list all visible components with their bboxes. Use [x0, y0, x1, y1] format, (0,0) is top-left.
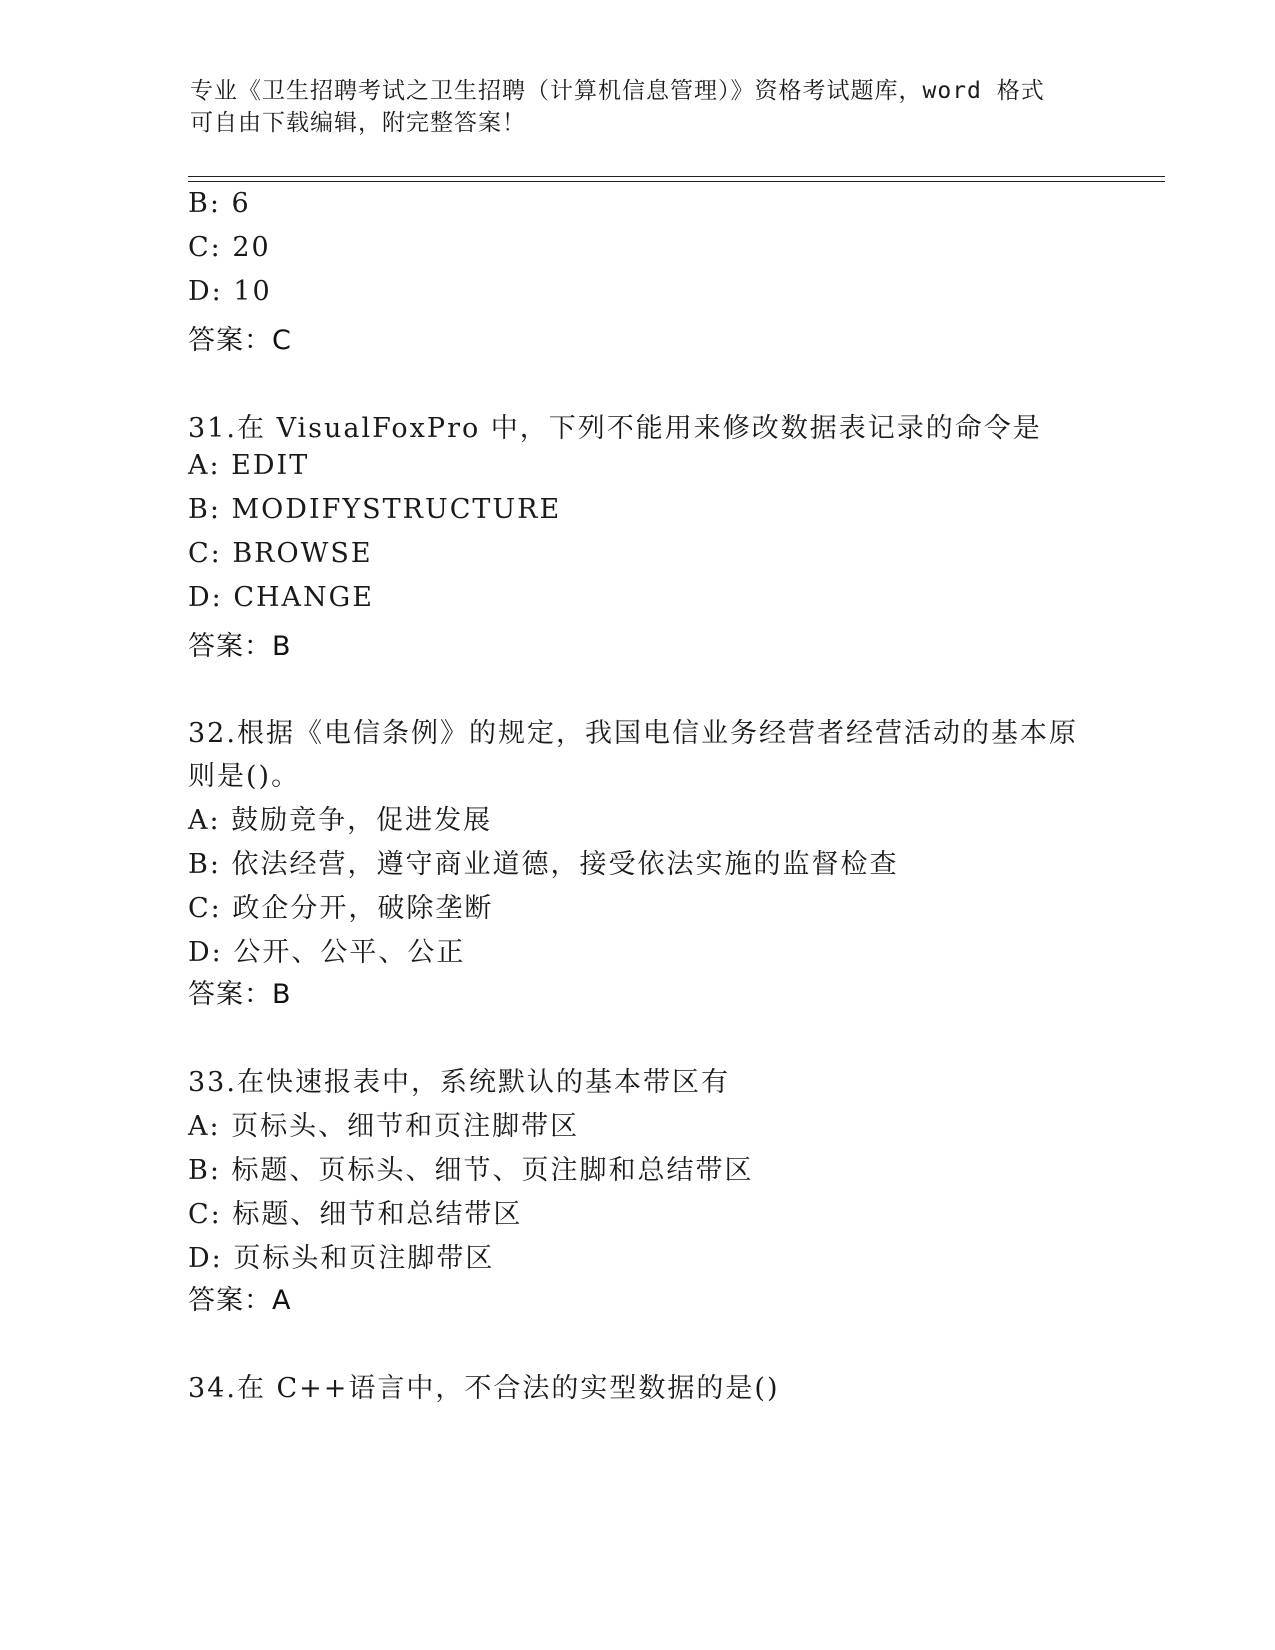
- option-d: D: CHANGE: [188, 582, 374, 613]
- option-d: D: 页标头和页注脚带区: [188, 1243, 495, 1274]
- option-c: C: 政企分开，破除垄断: [188, 893, 494, 924]
- answer-label: 答案：A: [188, 1285, 292, 1316]
- option-b: B: 依法经营，遵守商业道德，接受依法实施的监督检查: [188, 849, 899, 880]
- answer-label: 答案：B: [188, 979, 292, 1010]
- header-title-line-2: 可自由下载编辑，附完整答案！: [190, 110, 526, 136]
- header-divider: [188, 181, 1165, 182]
- header-title-line-1: 专业《卫生招聘考试之卫生招聘（计算机信息管理）》资格考试题库，word 格式: [190, 78, 1045, 104]
- option-b: B: MODIFYSTRUCTURE: [188, 494, 562, 525]
- question-stem: 32.根据《电信条例》的规定，我国电信业务经营者经营活动的基本原: [188, 718, 1078, 749]
- option-a: A: 鼓励竞争，促进发展: [188, 805, 493, 836]
- option-d: D: 公开、公平、公正: [188, 937, 466, 968]
- answer-label: 答案：C: [188, 325, 292, 356]
- option-c: C: 20: [188, 232, 271, 263]
- option-a: A: EDIT: [188, 450, 310, 481]
- option-b: B: 标题、页标头、细节、页注脚和总结带区: [188, 1155, 754, 1186]
- question-stem-continued: 则是()。: [188, 761, 301, 792]
- option-c: C: 标题、细节和总结带区: [188, 1199, 523, 1230]
- question-stem: 33.在快速报表中，系统默认的基本带区有: [188, 1067, 730, 1098]
- answer-label: 答案：B: [188, 631, 292, 662]
- header-divider: [188, 176, 1165, 177]
- option-c: C: BROWSE: [188, 538, 373, 569]
- option-d: D: 10: [188, 276, 272, 307]
- question-stem: 34.在 C++语言中，不合法的实型数据的是(): [188, 1373, 780, 1404]
- option-a: A: 页标头、细节和页注脚带区: [188, 1111, 580, 1142]
- question-stem: 31.在 VisualFoxPro 中，下列不能用来修改数据表记录的命令是: [188, 413, 1042, 444]
- option-b: B: 6: [188, 188, 251, 219]
